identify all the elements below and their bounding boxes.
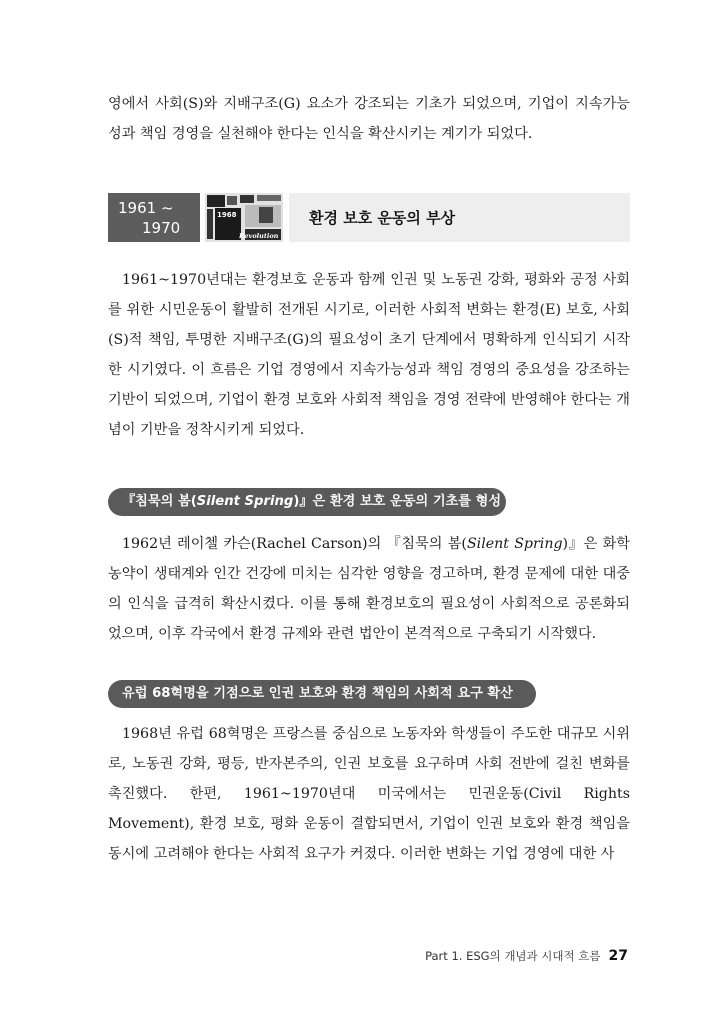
year-range-box: [108, 193, 200, 242]
poster-collage-icon: [205, 193, 283, 242]
para-1962-italic: Silent Spring: [466, 536, 563, 552]
section-title: 환경 보호 운동의 부상: [309, 209, 456, 227]
subheading-post: )』은 환경 보호 운동의 기초를 형성: [293, 494, 502, 509]
section-header: [108, 193, 630, 242]
paragraph-1961-1970: 1961~1970년대는 환경보호 운동과 함께 인권 및 노동권 강화, 평화와 공정 사회를 위한 시민운동이 활발히 전개된 시기로, 이러한 사회적 변화는 환경(E) 보호, 사회(S)적 책임, 투명한 지배구조(G)의 필요성이 초기 단계에서 명확하게 인식되기 시작한 시기였다. 이 흐름은 기업 경영에서 지속가능성과 책임 경영의 중요성을 강조하는 기반이 되었으며, 기업이 환경 보호와 사회적 책임을 경영 전략에 반영해야 한다는 개념이 기반을 정착시키게 되었다.: [108, 272, 630, 438]
subheading-1968-revolution: 유럽 68혁명을 기점으로 인권 보호와 환경 책임의 사회적 요구 확산: [108, 680, 536, 708]
running-title: Part 1. ESG의 개념과 시대적 흐름: [425, 949, 601, 963]
page-number: 27: [608, 948, 628, 964]
paragraph-1968: 1968년 유럽 68혁명은 프랑스를 중심으로 노동자와 학생들이 주도한 대규모 시위로, 노동권 강화, 평등, 반자본주의, 인권 보호를 요구하며 사회 전반에 걸친 변화를 촉진했다. 한편, 1961~1970년대 미국에서는 민권운동(Civil Rights Movement), 환경 보호, 평화 운동이 결합되면서, 기업이 인권 보호와 환경 책임을 동시에 고려해야 한다는 사회적 요구가 커졌다. 이러한 변화는 기업 경영에 대한 사: [108, 726, 630, 862]
subheading-silent-spring: [108, 488, 506, 516]
poster-year-text: 1968: [217, 211, 237, 219]
year-start: 1961 ~: [118, 199, 174, 217]
poster-caption-text: Revolution: [239, 232, 279, 240]
year-end: 1970: [142, 219, 181, 237]
section-title-box: [289, 193, 630, 242]
intro-paragraph: 영에서 사회(S)와 지배구조(G) 요소가 강조되는 기초가 되었으며, 기업이 지속가능성과 책임 경영을 실천해야 한다는 인식을 확산시키는 계기가 되었다.: [108, 96, 630, 142]
revolution-poster-image: [205, 193, 283, 242]
page-footer: [425, 948, 628, 964]
subheading-italic-title: Silent Spring: [196, 494, 294, 509]
paragraph-1962: [108, 529, 630, 649]
para-1962-pre: 1962년 레이첼 카슨(Rachel Carson)의 『침묵의 봄(: [122, 536, 467, 552]
subheading-pre: 『침묵의 봄(: [122, 494, 197, 509]
para-1962-post: )』은 화학 농약이 생태계와 인간 건강에 미치는 심각한 영향을 경고하며, 환경 문제에 대한 대중의 인식을 급격히 확산시켰다. 이를 통해 환경보호의 필요성이 사회적으로 공론화되었으며, 이후 각국에서 환경 규제와 관련 법안이 본격적으로 구축되기 시작했다.: [108, 536, 630, 642]
